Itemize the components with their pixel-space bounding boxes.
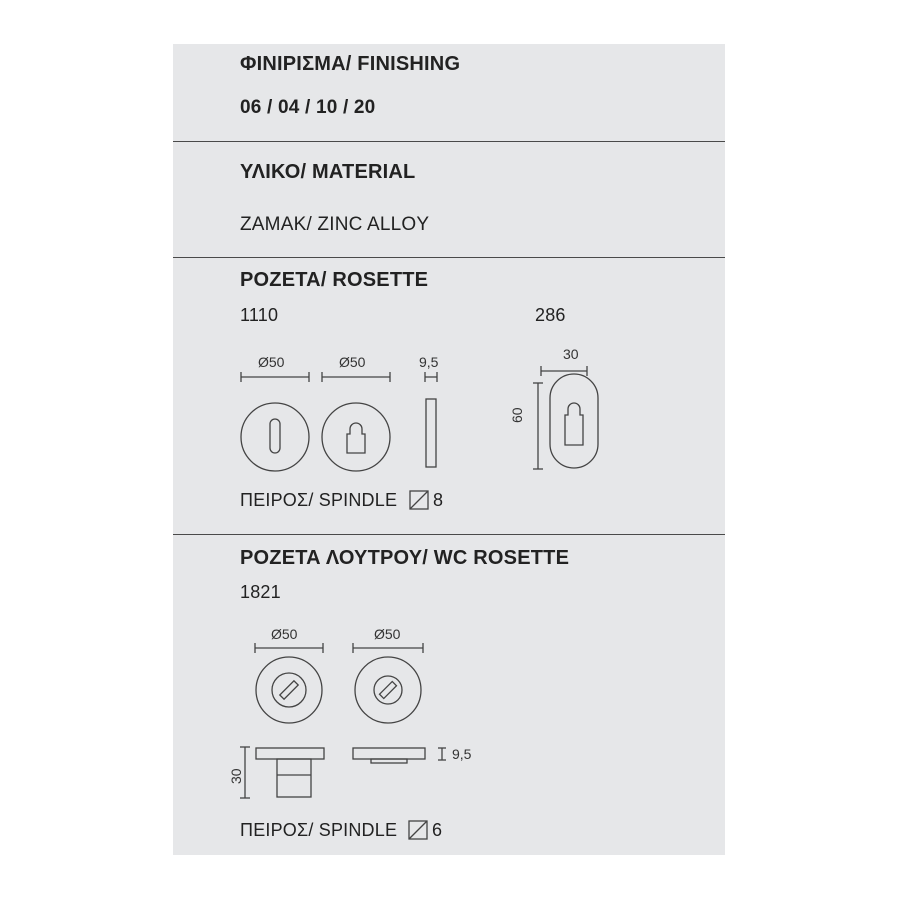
wc-release-side-profile bbox=[353, 748, 446, 763]
rosette-code-286: 286 bbox=[535, 305, 566, 325]
dimension-line bbox=[322, 372, 390, 382]
rosette-spindle-label: ΠΕΙΡΟΣ/ SPINDLE bbox=[240, 490, 398, 510]
finishing-heading: ΦΙΝΙΡΙΣΜΑ/ FINISHING bbox=[240, 53, 461, 75]
wc-height-label: 30 bbox=[228, 768, 244, 784]
wc-rosette-heading: ΡΟΖΕΤΑ ΛΟΥΤΡΟΥ/ WC ROSETTE bbox=[240, 547, 570, 569]
wc-turn-knob-drawing bbox=[256, 657, 322, 723]
wc-spindle-label: ΠΕΙΡΟΣ/ SPINDLE bbox=[240, 820, 398, 840]
spec-panel bbox=[173, 44, 725, 855]
dimension-line bbox=[425, 372, 437, 382]
wc-knob-side-profile bbox=[240, 747, 324, 798]
technical-drawings bbox=[173, 44, 725, 855]
rosette-thickness-label: 9,5 bbox=[419, 354, 439, 370]
dimension-line bbox=[353, 643, 423, 653]
dimension-line bbox=[255, 643, 323, 653]
rosette-heading: ΡΟΖΕΤΑ/ ROSETTE bbox=[240, 269, 429, 291]
wc-rosette-code: 1821 bbox=[240, 582, 281, 602]
material-heading: ΥΛΙΚΟ/ MATERIAL bbox=[240, 161, 416, 183]
rosette-diameter-label: Ø50 bbox=[258, 354, 285, 370]
spindle-square-symbol bbox=[410, 491, 428, 509]
rosette-diameter-label: Ø50 bbox=[339, 354, 366, 370]
rosette-code-1110: 1110 bbox=[240, 305, 279, 325]
oval-height-label: 60 bbox=[509, 407, 525, 423]
rosette-spindle-size: 8 bbox=[433, 490, 444, 510]
wc-spindle-size: 6 bbox=[432, 820, 443, 840]
oval-width-label: 30 bbox=[563, 346, 579, 362]
keyhole-rosette-drawing bbox=[241, 403, 309, 471]
spindle-square-symbol bbox=[409, 821, 427, 839]
wc-diameter-label: Ø50 bbox=[271, 626, 298, 642]
wc-thickness-label: 9,5 bbox=[452, 746, 472, 762]
euro-cylinder-rosette-drawing bbox=[322, 403, 390, 471]
wc-diameter-label: Ø50 bbox=[374, 626, 401, 642]
finishing-value: 06 / 04 / 10 / 20 bbox=[240, 97, 376, 118]
material-value: ZAMAK/ ZINC ALLOY bbox=[240, 214, 430, 235]
oval-rosette-drawing bbox=[533, 366, 598, 469]
wc-release-drawing bbox=[355, 657, 421, 723]
rosette-side-profile bbox=[426, 399, 436, 467]
dimension-line bbox=[241, 372, 309, 382]
